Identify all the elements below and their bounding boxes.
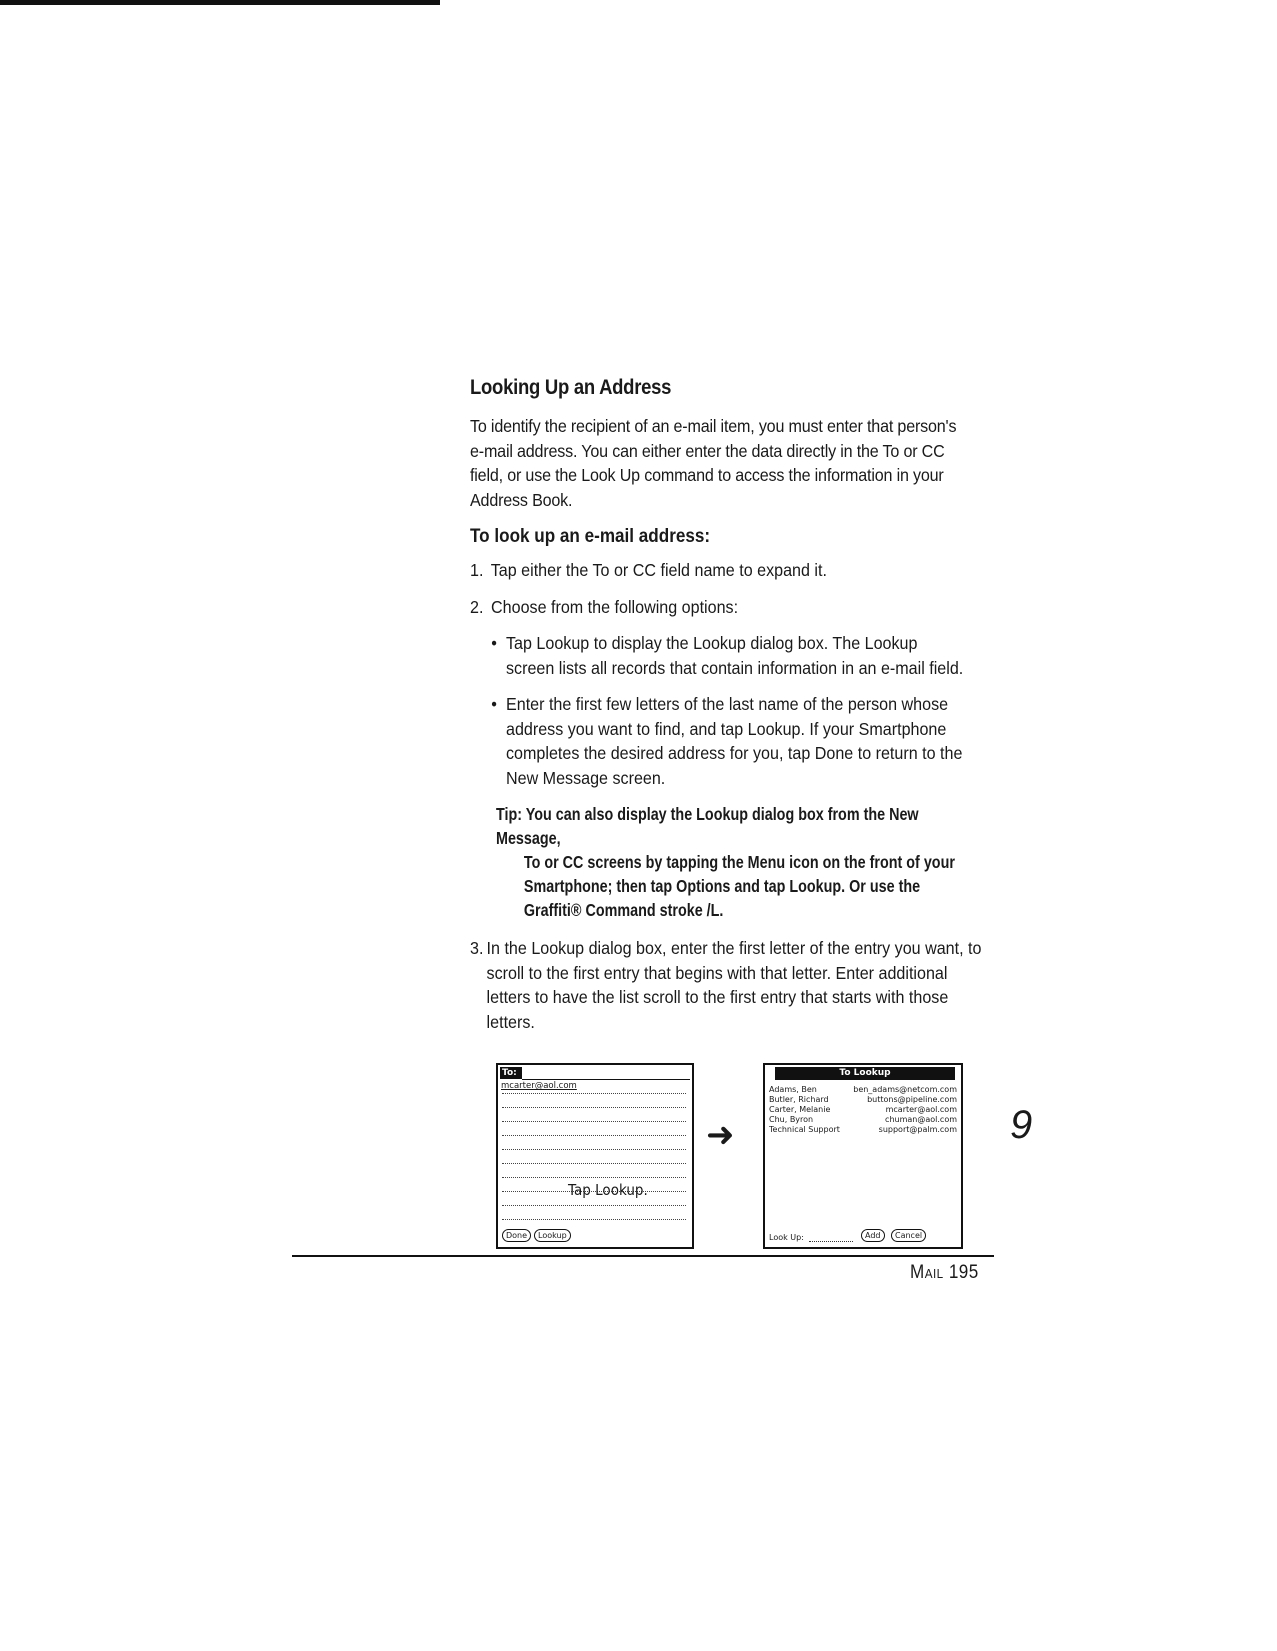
done-button[interactable]: Done (502, 1229, 531, 1242)
step-text: Choose from the following options: (491, 596, 739, 617)
entry-line (502, 1093, 686, 1094)
to-field-value[interactable]: mcarter@aol.com (501, 1081, 577, 1091)
entry-line (502, 1121, 686, 1122)
entry-line (502, 1177, 686, 1178)
entry-line (502, 1163, 686, 1164)
to-field-underline (522, 1079, 690, 1080)
to-field-screenshot (496, 1063, 694, 1249)
step-number: 3. (470, 938, 484, 958)
contact-email: support@palm.com (878, 1125, 957, 1134)
main-content (470, 376, 982, 1046)
cancel-button[interactable]: Cancel (891, 1229, 926, 1242)
step-3 (470, 936, 983, 1034)
bullet-text: Tap Lookup to display the Lookup dialog box. The Lookup screen lists all records that contain information in an e-mail field. (506, 633, 964, 678)
contact-name: Chu, Byron (769, 1115, 814, 1124)
contact-name: Butler, Richard (769, 1095, 829, 1104)
contact-email: buttons@pipeline.com (867, 1095, 957, 1104)
tap-lookup-callout: Tap Lookup. (568, 1181, 648, 1199)
procedure-title: To look up an e-mail address: (470, 526, 711, 547)
step-1 (470, 558, 967, 583)
footer-rule (292, 1255, 994, 1257)
arrow-right-icon: ➜ (706, 1116, 735, 1154)
intro-paragraph: To identify the recipient of an e-mail item, you must enter that person's e-mail address. You can either enter the data directly in the To or CC field, or use the Look Up command to access the information in your Address Book. (470, 416, 957, 510)
tip-label: Tip: (496, 804, 523, 824)
top-rule (0, 0, 440, 5)
step-2 (470, 595, 967, 620)
lookup-dialog-screenshot (763, 1063, 963, 1249)
contact-name: Carter, Melanie (769, 1105, 831, 1114)
page-footer (910, 1262, 979, 1284)
lookup-dialog-title: To Lookup (775, 1067, 955, 1080)
page-number: 195 (948, 1262, 979, 1283)
contact-name: Technical Support (769, 1125, 840, 1134)
bullet-item (491, 631, 966, 680)
contact-row[interactable] (769, 1105, 957, 1115)
bullet-item (491, 692, 966, 790)
chapter-number: 9 (1010, 1103, 1033, 1147)
add-button[interactable]: Add (861, 1229, 885, 1242)
entry-line (502, 1135, 686, 1136)
step-number: 1. (470, 560, 484, 580)
contact-email: chuman@aol.com (885, 1115, 957, 1124)
contact-name: Adams, Ben (769, 1085, 817, 1094)
entry-line (502, 1205, 686, 1206)
contact-row[interactable] (769, 1095, 957, 1105)
section-title: Looking Up an Address (470, 376, 672, 399)
contact-row[interactable] (769, 1125, 957, 1135)
contact-email: mcarter@aol.com (885, 1105, 957, 1114)
contact-row[interactable] (769, 1085, 957, 1095)
entry-line (502, 1219, 686, 1220)
tip-continuation: To or CC screens by tapping the Menu icon on the front of your Smartphone; then tap Options and tap Lookup. Or use the Graffiti® Command stroke /L. (523, 852, 955, 920)
tip-note (496, 802, 955, 922)
lookup-input-label: Look Up: (769, 1233, 804, 1242)
lookup-input[interactable] (809, 1241, 853, 1242)
contact-row[interactable] (769, 1115, 957, 1125)
step-number: 2. (470, 596, 484, 617)
entry-line (502, 1107, 686, 1108)
bullet-symbol: • (491, 633, 497, 653)
footer-section: Mail (910, 1262, 944, 1283)
bullet-symbol: • (491, 694, 497, 714)
contact-email: ben_adams@netcom.com (853, 1085, 957, 1094)
step-text: Tap either the To or CC field name to expand it. (490, 560, 827, 580)
lookup-button[interactable]: Lookup (534, 1229, 571, 1242)
step-text: In the Lookup dialog box, enter the first letter of the entry you want, to scroll to the first entry that begins with that letter. Enter additional letters to have the list scroll to the first entry that starts with those letters. (486, 938, 982, 1032)
bullet-text: Enter the first few letters of the last name of the person whose address you want to find, and tap Lookup. If your Smartphone completes the desired address for you, tap Done to return to the New Message screen. (506, 694, 963, 788)
tip-line-1: You can also display the Lookup dialog box from the New Message, (496, 804, 919, 848)
to-field-label[interactable]: To: (500, 1067, 522, 1079)
entry-line (502, 1149, 686, 1150)
